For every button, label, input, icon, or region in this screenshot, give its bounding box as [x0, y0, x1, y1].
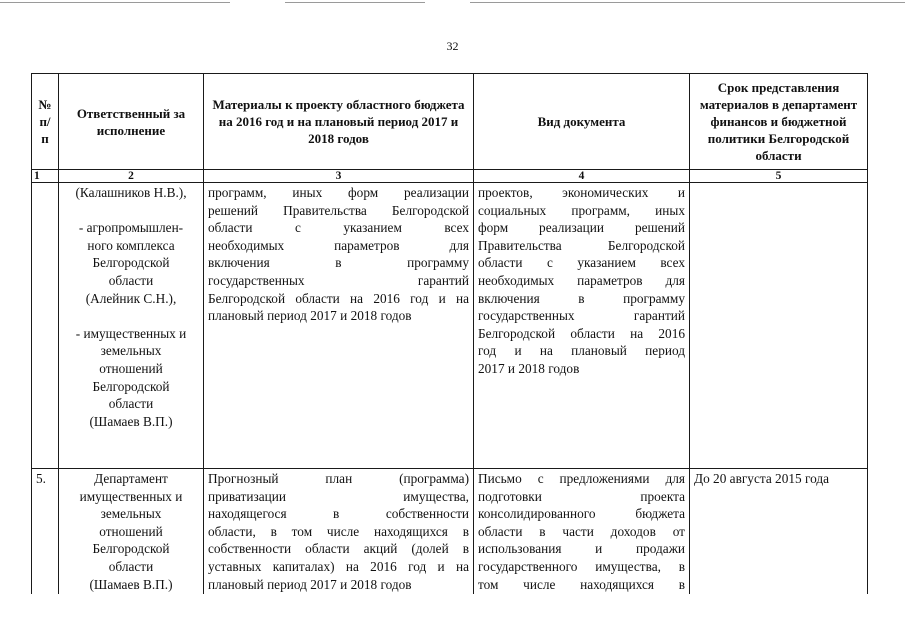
responsible-line: земельных: [100, 343, 162, 359]
doc-type-line: Письмо с предложениями для: [478, 471, 685, 486]
doc-type-line: государственного имущества, в: [478, 558, 685, 574]
doc-type-line: проектов, экономических и: [478, 185, 685, 200]
materials-line: находящегося в собственности: [208, 506, 469, 522]
materials-line: Белгородской области на 2016 год и на: [208, 290, 469, 306]
responsible-line: Белгородской: [92, 378, 170, 394]
deadline-cell: До 20 августа 2015 года: [690, 469, 868, 595]
doc-type-line: социальных программ, иных: [478, 202, 685, 218]
materials-line: государственных гарантий: [208, 272, 469, 288]
responsible-line: (Алейник С.Н.),: [85, 290, 177, 306]
doc-type-line: том числе находящихся в: [478, 576, 685, 592]
column-number: 3: [204, 170, 474, 183]
responsible-line: Белгородской: [92, 541, 170, 557]
materials-line: необходимых параметров для: [208, 237, 469, 253]
materials-line: области, в том числе находящихся в: [208, 523, 469, 539]
header-materials: Материалы к проекту областного бюджета на 2016 год и на плановый период 2017 и 2018 годов: [204, 74, 474, 170]
responsible-line: - агропромышлен-: [78, 220, 184, 236]
materials-line: Прогнозный план (программа): [208, 471, 469, 486]
doc-type-line: использования и продажи: [478, 541, 685, 557]
materials-line: приватизации имущества,: [208, 488, 469, 504]
page-number: 32: [446, 39, 459, 53]
responsible-line: ного комплекса: [87, 237, 175, 253]
header-responsible: Ответственный за исполнение: [59, 74, 204, 170]
responsible-cell: [59, 469, 204, 595]
doc-type-cell: [474, 469, 690, 595]
column-number: 1: [32, 170, 59, 183]
responsible-line: области: [108, 396, 154, 412]
doc-type-line: государственных гарантий: [478, 308, 685, 324]
header-doc-type: Вид документа: [474, 74, 690, 170]
materials-line: программ, иных форм реализации: [208, 185, 469, 200]
top-rule-right: [470, 2, 905, 3]
responsible-line: отношений: [99, 523, 163, 539]
doc-type-line: год и на плановый период: [478, 343, 685, 359]
table-row: [32, 183, 868, 469]
responsible-line: (Калашников Н.В.),: [75, 185, 187, 200]
doc-type-line: Белгородской области на 2016: [478, 325, 685, 341]
doc-type-line: необходимых параметров для: [478, 272, 685, 288]
header-deadline: Срок представления материалов в департамент финансов и бюджетной политики Белгородской области: [690, 74, 868, 170]
responsible-line: - имущественных и: [75, 325, 187, 341]
responsible-line: области: [108, 272, 154, 288]
doc-type-line: форм реализации решений: [478, 220, 685, 236]
doc-type-line: Правительства Белгородской: [478, 237, 685, 253]
doc-type-line: области с указанием всех: [478, 255, 685, 271]
responsible-cell: [59, 183, 204, 469]
top-rule-left: [0, 2, 230, 3]
responsible-line: земельных: [100, 506, 162, 522]
materials-line: включения в программу: [208, 255, 469, 271]
column-number-row: [32, 170, 868, 183]
materials-line: решений Правительства Белгородской: [208, 202, 469, 218]
table-row: [32, 469, 868, 595]
row-num-cell: [32, 183, 59, 469]
responsible-line: имущественных и: [79, 488, 183, 504]
responsible-line: отношений: [99, 360, 163, 376]
doc-type-line: консолидированного бюджета: [478, 506, 685, 522]
doc-type-line: 2017 и 2018 годов: [478, 360, 580, 376]
row-num-cell: 5.: [32, 469, 59, 595]
materials-line: плановый период 2017 и 2018 годов: [208, 308, 412, 324]
doc-type-cell: [474, 183, 690, 469]
responsible-line: области: [108, 558, 154, 574]
planning-table: [31, 73, 868, 594]
materials-cell: [204, 183, 474, 469]
top-rule-middle: [285, 2, 425, 3]
responsible-line: Белгородской: [92, 255, 170, 271]
materials-cell: [204, 469, 474, 595]
column-number: 4: [474, 170, 690, 183]
materials-line: области с указанием всех: [208, 220, 469, 236]
header-num: № п/п: [32, 74, 59, 170]
header-row: [32, 74, 868, 170]
responsible-line: Департамент: [94, 471, 168, 486]
doc-type-line: области в части доходов от: [478, 523, 685, 539]
doc-type-line: подготовки проекта: [478, 488, 685, 504]
responsible-line: (Шамаев В.П.): [89, 413, 173, 429]
doc-type-line: включения в программу: [478, 290, 685, 306]
column-number: 5: [690, 170, 868, 183]
materials-line: плановый период 2017 и 2018 годов: [208, 576, 412, 592]
deadline-cell: [690, 183, 868, 469]
responsible-line: (Шамаев В.П.): [89, 576, 173, 592]
materials-line: собственности области акций (долей в: [208, 541, 469, 557]
materials-line: уставных капиталах) на 2016 год и на: [208, 558, 469, 574]
column-number: 2: [59, 170, 204, 183]
